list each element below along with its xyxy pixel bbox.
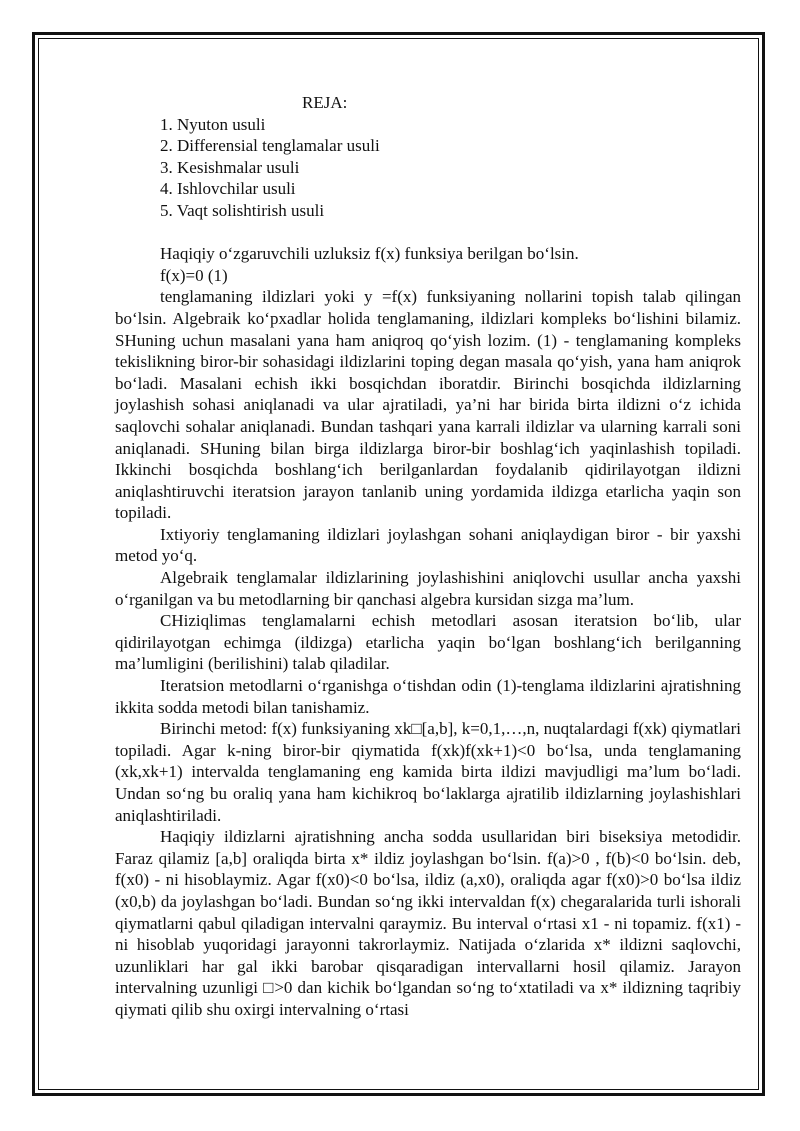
paragraph-intro: Haqiqiy o‘zgaruvchili uzluksiz f(x) funksiya berilgan bo‘lsin. [160, 244, 579, 264]
paragraph-problem: tenglamaning ildizlari yoki y =f(x) funksiyaning nollarini topish talab qilingan bo‘lsin. Algebraik ko‘pxadlar holida tenglamaning, ildizlari kompleks bo‘lishini bilamiz. SHuning uchun masalani yana ham aniqroq qo‘yish lozim. (1) - tenglamaning kompleks tekislikning biror-bir sohasidagi ildizlarini toping degan masala qo‘yish, yana ham aniqrok bo‘ladi. Masalani echish ikki bosqichdan iboratdir. Birinchi bosqichda ildizlarning joylashish sohasi aniqlanadi va ular ajratiladi, ya’ni har birida birta ildizni o‘z ichida saqlovchi sohalar aniqlanadi. Bundan tashqari yana karrali ildizlar va ularning karrali soni aniqlanadi. SHuning bilan birga ildizlarga biror-bir boshlag‘ich yaqinlashish topiladi. Ikkinchi bosqichda boshlang‘ich berilganlardan foydalanib qidirilayotgan ildizni aniqlashtiruvchi iteratsion jarayon tanlanib uning yordamida ildizga etarlicha yaqin son topiladi. [115, 287, 741, 523]
plan-item: 3. Kesishmalar usuli [160, 157, 300, 177]
paragraph-nonlinear: CHiziqlimas tenglamalarni echish metodlari asosan iteratsion bo‘lib, ular qidirilayotgan echimga (ildizga) etarlicha yaqin bo‘lgan boshlang‘ich berilganning ma’lumligini (berilishini) talab qiladilar. [115, 611, 741, 674]
plan-title: REJA: [302, 93, 348, 112]
paragraph-bisection: Haqiqiy ildizlarni ajratishning ancha sodda usullaridan biri biseksiya metodidir. Faraz qilamiz [a,b] oraliqda birta x* ildiz joylashgan bo‘lsin. f(a)>0 , f(b)<0 bo‘lsin. deb, f(x0) - ni hisoblaymiz. Agar f(x0)<0 bo‘lsa, ildiz (a,x0), oraliqda agar f(x0)>0 bo‘lsa ildiz (x0,b) da joylashgan bo‘ladi. Bundan so‘ng ikki intervaldan f(x) chegaralarida turli ishorali qiymatlarni qabul qiladigan intervalni qaraymiz. Bu interval o‘rtasi x1 - ni topamiz. f(x1) - ni hisoblab yuqoridagi jarayonni takrorlaymiz. Natijada o‘zlarida x* ildizni saqlovchi, uzunliklari har gal ikki barobar qisqaradigan intervallarni hosil qilamiz. Jarayon intervalning uzunligi □>0 dan kichik bo‘lgandan so‘ng to‘xtatiladi va x* ildizning taqribiy qiymati qilib shu oxirgi intervalning o‘rtasi [115, 827, 741, 1019]
paragraph-iterative: Iteratsion metodlarni o‘rganishga o‘tishdan odin (1)-tenglama ildizlarini ajratishning ikkita sodda metodi bilan tanishamiz. [115, 676, 741, 717]
paragraph-first-method: Birinchi metod: f(x) funksiyaning xk□[a,b], k=0,1,…,n, nuqtalardagi f(xk) qiymatlari topiladi. Agar k-ning biror-bir qiymatida f(xk)f(xk+1)<0 bo‘lsa, unda tenglamaning (xk,xk+1) intervalda tenglamaning eng kamida birta ildizi mavjudligi ma’lum bo‘ladi. Undan so‘ng bu oraliq yana ham kichikroq bo‘laklarga ajratilib ildizlarning joylashishlari aniqlashtiriladi. [115, 719, 741, 825]
paragraph-no-method: Ixtiyoriy tenglamaning ildizlari joylashgan sohani aniqlaydigan biror - bir yaxshi metod yo‘q. [115, 524, 741, 566]
plan-item: 5. Vaqt solishtirish usuli [160, 200, 325, 220]
plan-item: 2. Differensial tenglamalar usuli [160, 136, 380, 156]
document-body [115, 92, 741, 1021]
paragraph-algebraic: Algebraik tenglamalar ildizlarining joylashishini aniqlovchi usullar ancha yaxshi o‘rganilgan va bu metodlarning bir qanchasi algebra kursidan sizga ma’lum. [115, 568, 741, 609]
plan-item: 4. Ishlovchilar usuli [160, 179, 296, 199]
equation-line: f(x)=0 (1) [160, 265, 228, 285]
plan-item: 1. Nyuton usuli [160, 114, 266, 134]
spacer [115, 222, 741, 244]
plan-list [115, 114, 741, 222]
